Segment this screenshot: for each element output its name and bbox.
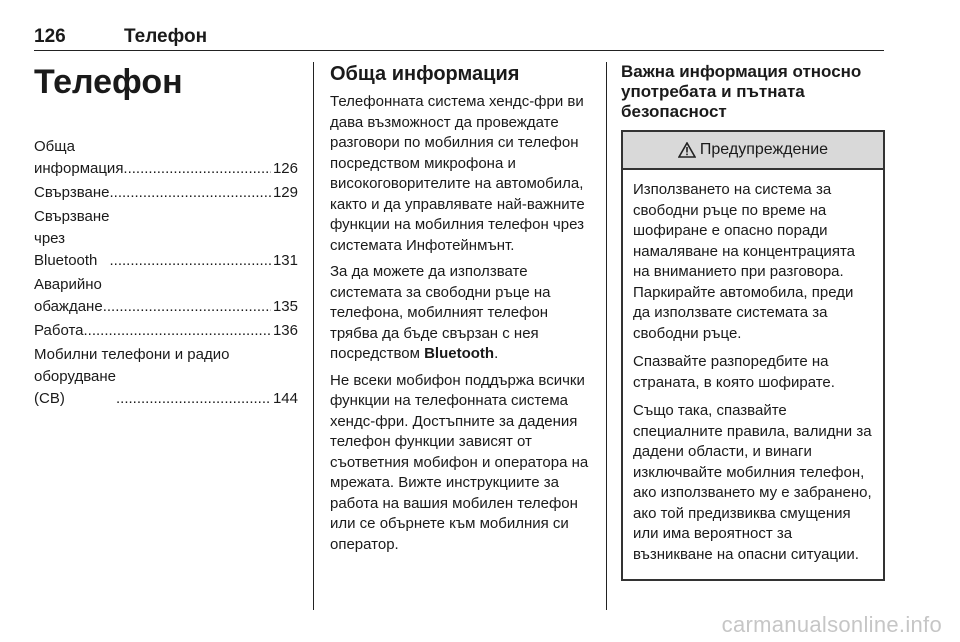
paragraph-end: . xyxy=(494,345,499,362)
general-info-column xyxy=(330,62,596,561)
toc-leader xyxy=(84,320,271,342)
warning-paragraph: Използването на система за свободни ръце по време на шофиране е опасно поради намаляване на концентрацията на вниманието при разговора. Паркирайте автомобила, преди да използвате системата за свободни ръце. xyxy=(633,181,855,342)
safety-column xyxy=(621,62,885,581)
warning-label: Предупреждение xyxy=(699,141,829,158)
column-divider xyxy=(313,62,314,610)
toc-page: 135 xyxy=(272,298,298,315)
toc-leader xyxy=(123,158,271,180)
toc-leader xyxy=(110,182,271,204)
paragraph-text: За да можете да използвате системата за свободни ръце на телефона, мобилният телефон трябва да бъде свързан с нея посредством xyxy=(330,263,551,362)
toc-label: Аварийно обаждане xyxy=(34,276,103,315)
warning-paragraph: Също така, спазвайте специалните правила, валидни за дадени области, и винаги изключвайте мобилния телефон, ако използването му е забранено, ако той предизвиква смущения или има вероятност за възникване на опасни ситуации. xyxy=(633,402,872,563)
toc-page: 126 xyxy=(272,160,298,177)
paragraph xyxy=(330,262,596,365)
bluetooth-term: Bluetooth xyxy=(424,345,495,362)
section-title: Обща информация xyxy=(330,63,520,85)
toc-item[interactable] xyxy=(34,320,298,342)
toc-page: 131 xyxy=(272,252,298,269)
toc-label: оборудване (CB) xyxy=(34,368,116,407)
toc-label: Работа xyxy=(34,322,84,339)
section-title: Важна информация относно употребата и пътната безопасност xyxy=(621,62,862,121)
warning-triangle-icon xyxy=(678,142,696,158)
toc-page: 136 xyxy=(272,322,298,339)
main-title: Телефон xyxy=(34,63,183,101)
toc-column xyxy=(34,62,298,412)
page-header xyxy=(34,22,884,51)
toc-leader xyxy=(110,250,271,272)
toc-item[interactable] xyxy=(34,206,298,272)
toc-label: Мобилни телефони и радио xyxy=(34,346,230,363)
chapter-title: Телефон xyxy=(124,26,208,47)
toc-page: 129 xyxy=(272,184,298,201)
toc-item[interactable] xyxy=(34,274,298,318)
toc-item[interactable] xyxy=(34,136,298,180)
column-divider xyxy=(606,62,607,610)
paragraph: Не всеки мобифон поддържа всички функции на телефонната система хендс-фри. Достъпните за дадения телефон функции зависят от съответния мобифон и оператора на мрежата. Вижте инструкциите за работа на вашия мобилен телефон или се обърнете към мобилния си оператор. xyxy=(330,371,589,553)
toc-leader xyxy=(103,296,271,318)
toc-leader xyxy=(116,388,271,410)
page-number: 126 xyxy=(34,26,66,47)
toc-page: 144 xyxy=(272,390,298,407)
paragraph: Телефонната система хендс-фри ви дава възможност да провеждате разговори по мобилния си телефон посредством микрофона и високоговорителите на автомобила, както и да управлявате най-важните функции на мобилния телефон чрез системата Инфотейнмънт. xyxy=(330,93,585,254)
toc-item[interactable] xyxy=(34,344,298,410)
toc-item[interactable] xyxy=(34,182,298,204)
warning-box xyxy=(621,130,885,581)
toc-label: Обща информация xyxy=(34,138,124,177)
warning-paragraph: Спазвайте разпоредбите на страната, в която шофирате. xyxy=(633,353,835,391)
warning-header xyxy=(623,132,883,170)
toc-label: Свързване xyxy=(34,184,110,201)
toc-label: Свързване чрез Bluetooth xyxy=(34,208,110,269)
watermark: carmanualsonline.info xyxy=(721,612,942,637)
warning-body xyxy=(623,170,883,579)
